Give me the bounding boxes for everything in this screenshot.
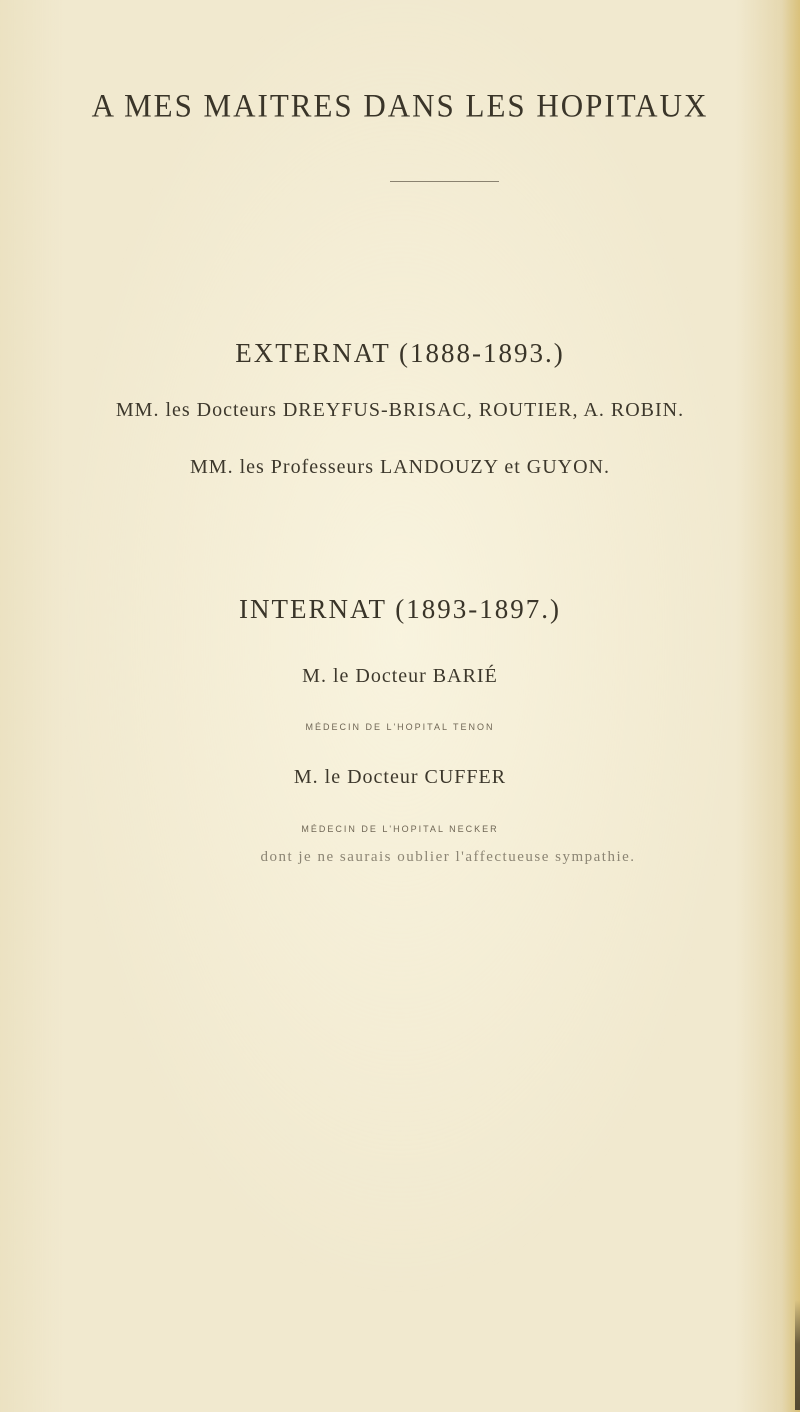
page-edge-shadow xyxy=(782,0,800,1412)
internat-doctor-barie: M. le Docteur BARIÉ xyxy=(302,665,498,687)
internat-doctor-barie-title: MÉDECIN DE L'HOPITAL TENON xyxy=(305,722,495,732)
internat-doctor-cuffer: M. le Docteur CUFFER xyxy=(293,766,507,788)
externat-doctors-line: MM. les Docteurs DREYFUS-BRISAC, ROUTIER, A. ROBIN. xyxy=(115,399,685,421)
internat-doctor-cuffer-title: MÉDECIN DE L'HOPITAL NECKER xyxy=(301,824,499,834)
page-edge-mark xyxy=(795,1300,800,1410)
externat-professors-line: MM. les Professeurs LANDOUZY et GUYON. xyxy=(190,456,610,478)
externat-heading: EXTERNAT (1888-1893.) xyxy=(235,338,565,368)
closing-sentence: dont je ne saurais oublier l'affectueuse sympathie. xyxy=(260,849,636,865)
internat-heading: INTERNAT (1893-1897.) xyxy=(239,594,561,624)
divider-rule xyxy=(390,181,499,182)
dedication-title: A MES MAITRES DANS LES HOPITAUX xyxy=(91,87,709,124)
